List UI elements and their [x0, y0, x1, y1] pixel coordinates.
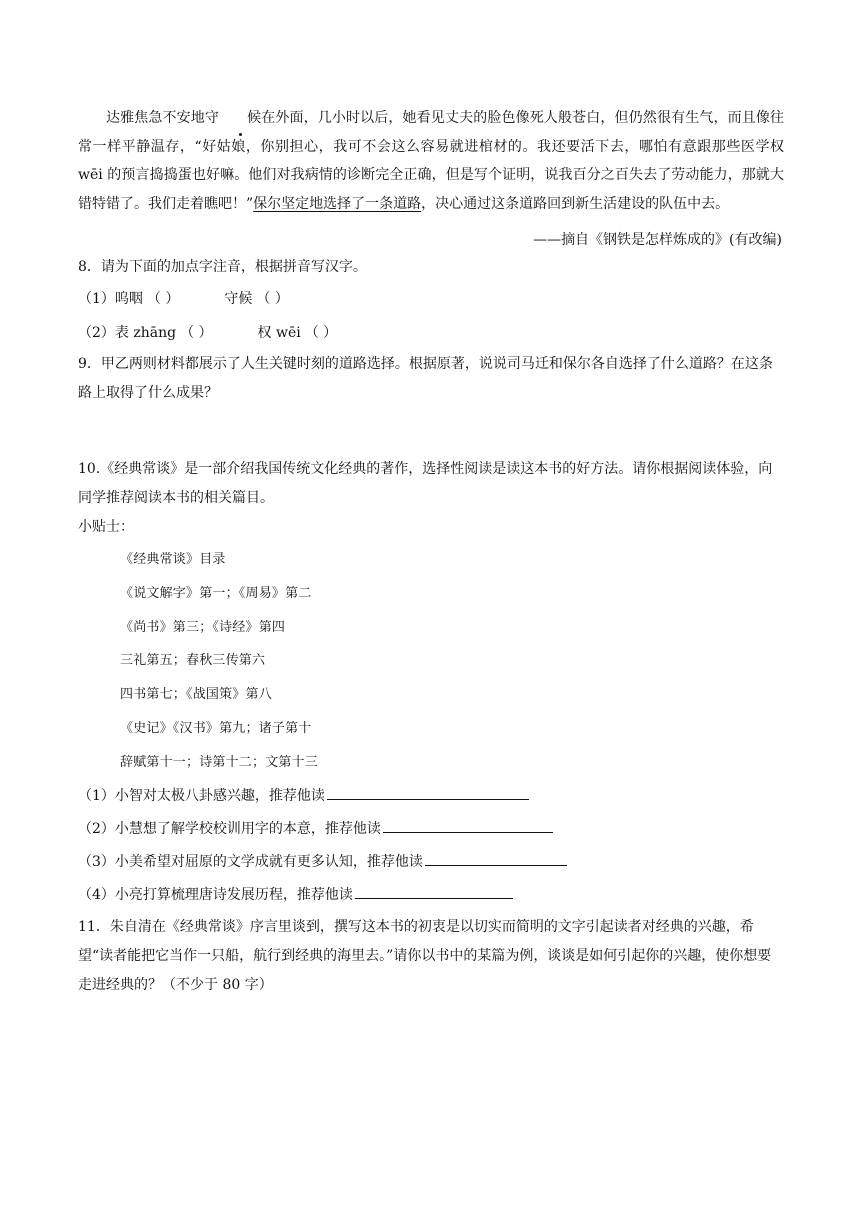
q10-item-3-text: （3）小美希望对屈原的文学成就有更多认知，推荐他读: [78, 854, 423, 871]
q10-item-1: [78, 780, 784, 813]
q10-item-3: [78, 846, 784, 879]
question-8-row-1: [78, 282, 784, 316]
question-10-stem: 10.《经典常谈》是一部介绍我国传统文化经典的著作，选择性阅读是读这本书的好方法。请你根据阅读体验，向同学推荐阅读本书的相关篇目。: [78, 461, 773, 506]
q8-item-1-answer-blank[interactable]: （ ）: [146, 291, 180, 307]
q10-item-2: [78, 813, 784, 846]
q10-item-3-answer-line[interactable]: [425, 850, 567, 866]
underlined-sentence: 保尔坚定地选择了一条道路: [253, 195, 422, 212]
toc-line: 三礼第五；春秋三传第六: [120, 653, 266, 669]
question-9-answer-space[interactable]: [78, 408, 784, 455]
passage-text-start: 达雅焦急不安地守: [106, 110, 220, 126]
q8-item-3-label: （2）表 zhāng: [78, 325, 177, 341]
worksheet-page: [78, 104, 784, 1000]
toc-line: 《说文解字》第一；《周易》第二: [120, 585, 312, 601]
q8-item-2-label: 守候: [224, 291, 253, 307]
q10-item-1-answer-line[interactable]: [327, 784, 529, 800]
table-of-contents: [120, 543, 784, 780]
q10-item-2-answer-line[interactable]: [383, 817, 553, 833]
passage-source: ——摘自《钢铁是怎样炼成的》(有改编): [533, 232, 782, 248]
dotted-character: 候: [219, 104, 261, 133]
passage-text-end: ，决心通过这条道路回到新生活建设的队伍中去。: [421, 195, 730, 212]
passage-text-middle: 在外面，几小时以后，她看见丈夫的脸色像死人般苍白，但仍然很有生气，而且像往常一样平静温存，“好姑娘，你别担心，我可不会这么容易就进棺材的。我还要活下去，哪怕有意跟那些医学权 wēi 的预言捣捣蛋也好嘛。他们对我病情的诊断完全正确，但是写个证明，说我百分之百失去了劳动能力，那就大错特错了。我们走着瞧吧！”: [78, 110, 785, 212]
q8-item-4-label: 权 wēi: [257, 325, 301, 341]
question-8-row-2: [78, 316, 784, 350]
q8-item-1-label: （1）呜咽: [78, 291, 143, 307]
q8-item-4-answer-blank[interactable]: （ ）: [304, 325, 338, 341]
toc-line: 《经典常谈》目录: [120, 552, 226, 567]
question-8-stem: 8．请为下面的加点字注音，根据拼音写汉字。: [78, 259, 367, 275]
toc-line: 四书第七；《战国策》第八: [120, 687, 272, 703]
q8-item-3-answer-blank[interactable]: （ ）: [180, 325, 213, 341]
q10-item-4-answer-line[interactable]: [355, 883, 513, 899]
toc-line: 《史记》《汉书》第九；诸子第十: [120, 720, 312, 736]
q8-item-2-answer-blank[interactable]: （ ）: [256, 291, 289, 307]
tip-label: 小贴士：: [78, 519, 134, 535]
q10-item-4: [78, 879, 784, 912]
q10-item-4-text: （4）小亮打算梳理唐诗发展历程，推荐他读: [78, 887, 353, 904]
toc-line: 《尚书》第三；《诗经》第四: [120, 619, 286, 635]
toc-line: 辞赋第十一；诗第十二；文第十三: [120, 754, 319, 770]
question-11-stem: 11．朱自清在《经典常谈》序言里谈到，撰写这本书的初衷是以切实而简明的文字引起读者对经典的兴趣，希望“读者能把它当作一只船，航行到经典的海里去。”请你以书中的某篇为例，谈谈是如何引起你的兴趣，使你想要走进经典的？（不少于 80 字）: [78, 918, 772, 993]
q10-item-2-text: （2）小慧想了解学校校训用字的本意，推荐他读: [78, 820, 381, 837]
reading-passage: [78, 104, 784, 218]
question-9-stem: 9．甲乙两则材料都展示了人生关键时刻的道路选择。根据原著，说说司马迁和保尔各自选择了什么道路？在这条路上取得了什么成果？: [78, 356, 773, 401]
q10-item-1-text: （1）小智对太极八卦感兴趣，推荐他读: [78, 787, 325, 804]
